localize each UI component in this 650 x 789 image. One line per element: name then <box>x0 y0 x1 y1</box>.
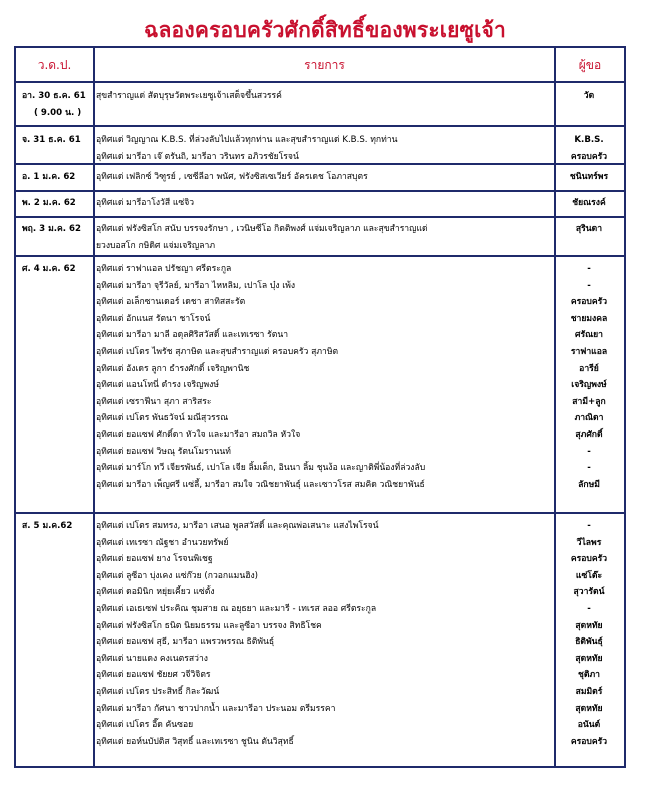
row-divider <box>16 255 624 257</box>
requester: ครอบครัว <box>570 736 608 747</box>
row-divider <box>16 125 624 127</box>
list-item: อุทิศแด่ มารีอาโงวัสี แซ่จิว <box>96 198 195 208</box>
row-date: จ. 31 ธ.ค. 61 <box>22 135 81 145</box>
list-item: อุทิศแด่ เปโตร อี๊ด คันซอย <box>96 720 194 731</box>
list-item: อุทิศแด่ มารีอา กัศนา ชาวปากน้ำ และมารีอา ประนอม ตรีมรรคา <box>96 703 336 714</box>
list-item: อุทิศแด่ นายแดง คงเนตรสว่าง <box>96 653 208 664</box>
list-item: อุทิศแด่ เอเธเซฟ ประคิณ ชุมสาย ณ อยุธยา และมารี - เทเรส ลออ ศรีตระกูล <box>96 603 377 614</box>
list-item: อุทิศแด่ วิญญาณ K.B.S. ที่ล่วงลับไปแล้วทุกท่าน และสุขสำราญแด่ K.B.S. ทุกท่าน <box>96 135 398 145</box>
row-date: พฤ. 3 ม.ค. 62 <box>22 224 81 234</box>
list-item: อุทิศแด่ มารีอา มาลี อดุลศิริสวัสดิ์ และเทเรซา รัตนา <box>96 330 289 341</box>
list-item: อุทิศแด่ อักแนส รัตนา ชาโรจน์ <box>96 313 211 324</box>
requester: สามี+ลูก <box>572 396 606 407</box>
row-items <box>96 518 556 750</box>
requester: ชายมงคล <box>570 313 608 324</box>
list-item: อุทิศแด่ ยอแซฟ ยาง โรจนพิเชฐ <box>96 554 213 565</box>
requester: สุดหทัย <box>575 703 603 714</box>
requester: สุรินดา <box>575 224 603 234</box>
row-divider <box>16 216 624 218</box>
list-item: อุทิศแด่ ดอมินิก หยุ่ยเคี้ยว แซ่ตั้ง <box>96 587 215 598</box>
row-items <box>96 221 556 254</box>
row-requesters <box>557 195 621 212</box>
requester: - <box>587 280 591 291</box>
list-item: อุทิศแด่ ราฟาแอล ปรัชญา ศรีตระกูล <box>96 264 232 274</box>
requester: แซ่โต๊ะ <box>575 570 603 581</box>
list-item: ยวงบอสโก กษิดิศ แจ่มเจริญลาภ <box>96 240 216 251</box>
row-divider <box>16 81 624 83</box>
row-requesters <box>557 88 621 105</box>
list-item: อุทิศแด่ ยอแซฟ สุธี, มารีอา แพรวพรรณ ธิติพันธุ์ <box>96 637 275 648</box>
requester: - <box>587 463 591 474</box>
list-item: อุทิศแด่ เปโตร พันธวัจน์ มณีสุวรรณ <box>96 413 229 424</box>
row-items <box>96 169 556 186</box>
row-requesters <box>557 261 621 493</box>
requester: ราฟาแอล <box>570 346 608 357</box>
list-item: อุทิศแด่ อังเดร ลูกา ธำรงศักดิ์ เจริญพานิช <box>96 363 250 374</box>
row-requesters <box>557 518 621 750</box>
requester: - <box>587 264 591 274</box>
header-date: ว.ด.ป. <box>37 58 72 72</box>
requester: ชุติภา <box>578 670 600 681</box>
row-items <box>96 132 556 165</box>
requester: - <box>587 603 591 614</box>
row-requesters <box>557 169 621 186</box>
page-title: ฉลองครอบครัวศักดิ์สิทธิ์ของพระเยซูเจ้า <box>143 18 507 42</box>
requester: ศรัณยา <box>575 330 603 341</box>
requester: ลักษมี <box>578 479 600 490</box>
requester: ชนินทร์พร <box>569 172 609 182</box>
row-date-time: ( 9.00 น. ) <box>34 107 82 118</box>
requester: อารีย์ <box>579 363 599 374</box>
requester: ชัยณรงค์ <box>572 198 606 208</box>
row-divider <box>16 190 624 192</box>
row-date: พ. 2 ม.ค. 62 <box>22 198 76 208</box>
list-item: อุทิศแด่ ฟรังซิสโก ธนิต นิยมธรรม และลูซีอา บรรจง สิทธิโชค <box>96 620 322 631</box>
row-date: ส. 5 ม.ค.62 <box>22 521 73 531</box>
intentions-table <box>14 46 626 768</box>
requester: เจริญพงษ์ <box>571 380 607 391</box>
requester: สมมิตร์ <box>575 686 603 697</box>
row-items <box>96 88 556 105</box>
row-divider <box>16 512 624 514</box>
header-requester: ผู้ขอ <box>578 58 602 72</box>
column-divider <box>93 48 95 766</box>
row-requesters <box>557 221 621 238</box>
row-date: ศ. 4 ม.ค. 62 <box>22 264 76 274</box>
requester: ภาณิดา <box>574 413 604 424</box>
requester: สุดหทัย <box>575 653 603 664</box>
requester: ธิติพันธุ์ <box>575 637 603 648</box>
list-item: อุทิศแด่ ยอแซฟ ชัยยศ วจีวิจิตร <box>96 670 211 681</box>
list-item: อุทิศแด่ มารีอา เจ๊ ตรันถิ, มารีอา วรินทร อภิวรชัยโรจน์ <box>96 151 299 162</box>
list-item: อุทิศแด่ ลูซีอา บุ่งเคง แซ่ก๊วย (กวอกแมนฮิง) <box>96 570 259 581</box>
list-item: อุทิศแด่ ฟรังซิสโก สนับ บรรจงรักษา , เวนิษซีโอ กิตติพงศ์ แจ่มเจริญลาภ และสุขสำราญแด่ <box>96 224 428 234</box>
requester: ครอบครัว <box>570 151 608 162</box>
row-date: อา. 30 ธ.ค. 61 ( 9.00 น. ) <box>22 88 98 121</box>
row-items <box>96 261 556 493</box>
requester: - <box>587 521 591 531</box>
list-item: อุทิศแด่ เทเรซา ณัฐชา อำนวยทรัพย์ <box>96 537 229 548</box>
list-item: อุทิศแด่ อเล็กซานเดอร์ เดชา สาทิสสะรัต <box>96 297 246 308</box>
list-item: อุทิศแด่ ยอห์นบัปติส วิสุทธิ์ และเทเรซา ชูนิน ตันวิสุทธิ์ <box>96 736 294 747</box>
list-item: อุทิศแด่ ยอแซฟ วิษณุ รัตนโมรานนท์ <box>96 446 231 457</box>
list-item: อุทิศแด่ มาร์โก ทวี เจียรพันธ์, เปาโล เจีย ลิ้มเต็ก, อินนา ลิ้ม ชุนง้อ และญาติพี่น้องที่ล่วงลับ <box>96 463 426 474</box>
requester: สุวารัตน์ <box>573 587 605 598</box>
list-item: สุขสำราญแด่ สัตบุรุษวัดพระเยซูเจ้าเสด็จขึ้นสวรรค์ <box>96 91 282 101</box>
list-item: อุทิศแด่ เฟลิกซ์ วิฑูรย์ , เซซีลีอา พนัศ, ฟรังซิสเซเวียร์ อัครเดช โอภาสบุตร <box>96 172 368 182</box>
list-item: อุทิศแด่ แอนโทนี่ ดำรง เจริญพงษ์ <box>96 380 219 391</box>
row-requesters <box>557 132 621 165</box>
requester: ครอบครัว <box>570 297 608 308</box>
list-item: อุทิศแด่ มารีอา จุรีวัลย์, มารีอา ไหหลิม, เปาโล บุ๋ง เพ้ง <box>96 280 296 291</box>
list-item: อุทิศแด่ มารีอา เพ็ญศรี แซ่ลี้, มารีอา สมใจ วณิชยาพันธุ์ และเซาวโรส สมคิด วณิชยาพันธ์ <box>96 479 425 490</box>
requester: สุภศักดิ์ <box>575 429 603 440</box>
row-items <box>96 195 556 212</box>
requester: สุดหทัย <box>575 620 603 631</box>
header-items: รายการ <box>304 58 345 72</box>
requester: ครอบครัว <box>570 554 608 565</box>
list-item: อุทิศแด่ เปโตร ไพรัช สุภาษิต และสุขสำราญแด่ ครอบครัว สุภาษิต <box>96 346 339 357</box>
list-item: อุทิศแด่ เปโตร ประสิทธิ์ กิละวัฒน์ <box>96 686 220 697</box>
list-item: อุทิศแด่ ยอแซฟ ศักดิ์ดา หัวใจ และมารีอา สมถวิล หัวใจ <box>96 429 301 440</box>
requester: วัด <box>583 91 595 101</box>
list-item: อุทิศแด่ เปโตร สมทรง, มารีอา เสนอ พูลสวัสดิ์ และคุณพ่อเสนาะ แสงไพโรจน์ <box>96 521 379 531</box>
requester: - <box>587 446 591 457</box>
row-date: อ. 1 ม.ค. 62 <box>22 172 76 182</box>
requester: วีไลพร <box>576 537 602 548</box>
requester: K.B.S. <box>574 135 604 145</box>
list-item: อุทิศแด่ เซราฟีนา สุภา สาริสระ <box>96 396 212 407</box>
requester: อนันต์ <box>577 720 601 731</box>
